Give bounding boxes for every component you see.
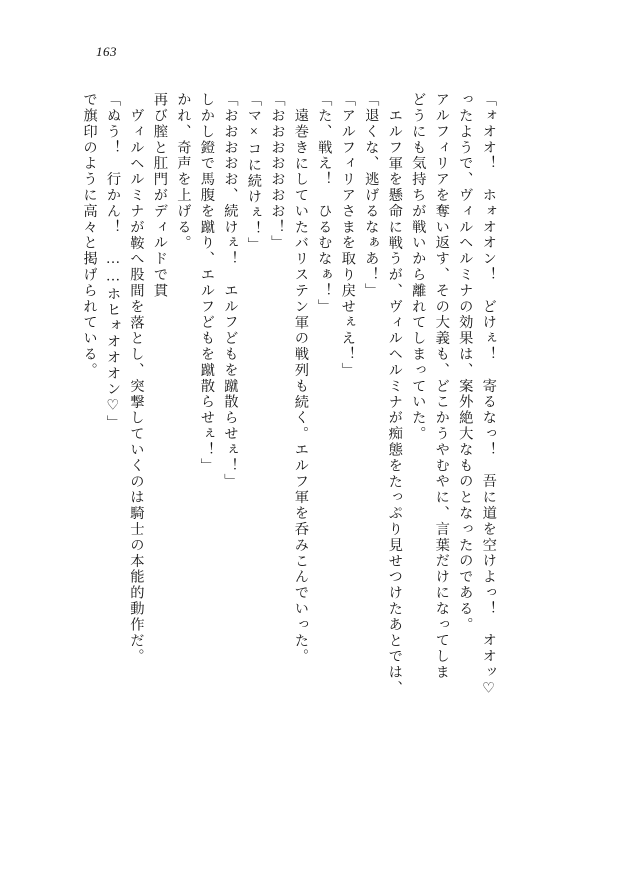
text-line: アルフィリアを奪い返す、その大義も、どこかうやむやに、言葉だけになってしま (433, 92, 450, 681)
vertical-text-body (73, 92, 543, 804)
text-line: 再び膣と肛門がディルドで貫 (151, 92, 168, 299)
text-line: 「ォオオ！ ホォオオン！ どけぇ！ 寄るなっ！ 吾に道を空けよっ！ オオッ♡ (480, 92, 497, 698)
text-line: 「おおおおお、続けぇ！ エルフどもを蹴散らせぇ！」 (222, 92, 239, 490)
text-line: で旗印のように高々と掲げられている。 (81, 92, 98, 379)
text-line: しかし鐙で馬腹を蹴り、エルフどもを蹴散らせぇ！」 (198, 92, 215, 474)
text-line: 遠巻きにしていたバリステン軍の戦列も続く。エルフ軍を呑みこんでいった。 (292, 108, 309, 665)
text-line: 「マ×コに続けぇ！」 (245, 92, 262, 253)
text-line: かれ、奇声を上げる。 (175, 92, 192, 251)
text-line: どうにも気持ちが戦いから離れてしまっていた。 (410, 92, 427, 442)
text-line: 「おおおおおおお！」 (269, 92, 286, 251)
text-line: ヴィルヘルミナが鞍へ股間を落とし、突撃していくのは騎士の本能的動作だ。 (128, 108, 145, 665)
text-line: 「アルフィリアさまを取り戻せぇえ！」 (339, 92, 356, 379)
text-line: 「ぬう！ 行かん！ ……ホヒォオオオン♡」 (104, 92, 121, 431)
text-line: 「た、戦え！ ひるむなぁ！」 (316, 92, 333, 315)
page-number: 163 (96, 44, 117, 59)
text-line: エルフ軍を懸命に戦うが、ヴィルヘルミナが痴態をたっぷり見せつけたあとでは、 (386, 108, 403, 697)
text-line: ったようで、ヴィルヘルミナの効果は、案外絶大なものとなったのである。 (457, 92, 474, 633)
text-line: 「退くな、逃げるなぁあ！」 (363, 92, 380, 299)
